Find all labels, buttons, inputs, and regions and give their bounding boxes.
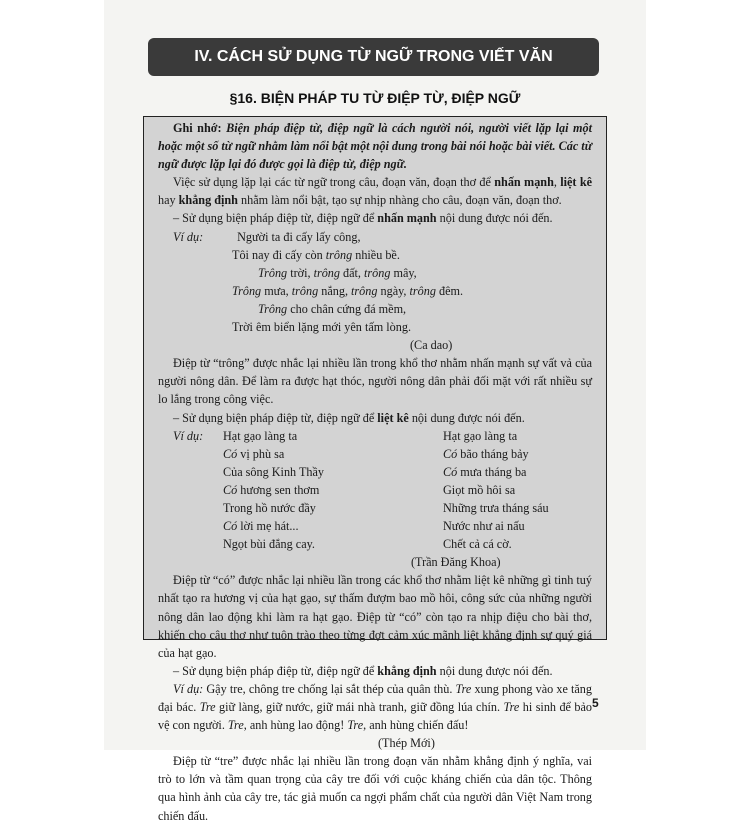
keyword-list: liệt kê [560, 175, 593, 190]
poem-line: Trong hồ nước đầy [223, 500, 316, 515]
poem-line: Tôi nay đi cấy còn trông nhiều bề. [232, 247, 400, 262]
keyword-affirm: khẳng định [178, 193, 238, 208]
content-box [143, 116, 607, 823]
intro-separator: , [553, 175, 561, 190]
poem-line: Người ta đi cấy lấy công, [237, 229, 361, 244]
bullet-affirm [158, 662, 592, 680]
poem-line: Trông trời, trông đất, trông mây, [258, 265, 417, 280]
poem-line: Ngọt bùi đắng cay. [223, 537, 315, 552]
poem-line: Hạt gạo làng ta [443, 428, 518, 443]
poem-line: Trời êm biển lặng mới yên tấm lòng. [232, 320, 411, 335]
bullet-emphasize [158, 209, 592, 227]
intro-text: nhằm làm nổi bật, tạo sự nhịp nhàng cho câu, đoạn văn, đoạn thơ. [237, 193, 562, 208]
explanation-paragraph: Điệp từ “trông” được nhắc lại nhiều lần trong khổ thơ nhằm nhấn mạnh sự vất vả của người nông dân. Để làm ra được hạt thóc, người nông dân phải đối mặt với rất nhiều sự lo lắng trong công việc. [158, 356, 592, 407]
section-title: §16. BIỆN PHÁP TU TỪ ĐIỆP TỪ, ĐIỆP NGỮ [229, 90, 521, 106]
poem-line: Chết cả cá cờ. [443, 537, 512, 552]
poem-line: Những trưa tháng sáu [443, 500, 549, 515]
poem-line: Có hương sen thơm [223, 482, 320, 497]
intro-text: Việc sử dụng lặp lại các từ ngữ trong câu, đoạn văn, đoạn thơ để [173, 175, 495, 190]
poem-line: Có mưa tháng ba [443, 464, 527, 479]
example-label: Ví dụ: [173, 428, 204, 443]
note-paragraph [158, 119, 592, 173]
poem-column-right [443, 427, 549, 554]
intro-paragraph [158, 173, 592, 209]
prose-example: Ví dụ: Gậy tre, chông tre chống lại sắt thép của quân thù. Tre xung phong vào xe tăng đại bác. Tre giữ làng, giữ nước, giữ mái nhà tranh, giữ đồng lúa chín. Tre hi sinh để bảo vệ con người. Tre, anh hùng lao động! Tre, anh hùng chiến đấu! [158, 681, 592, 733]
page-number: 5 [592, 696, 599, 710]
note-text: Biện pháp điệp từ, điệp ngữ là cách người nói, người viết lặp lại một hoặc một số từ ngữ nhằm làm nổi bật một nội dung trong bài nói hoặc bài viết. Các từ ngữ được lặp lại đó được gọi là điệp từ, điệp ngữ. [158, 121, 592, 172]
explanation-paragraph: Điệp từ “tre” được nhắc lại nhiều lần trong đoạn văn nhằm khẳng định ý nghĩa, vai trò to lớn và tầm quan trọng của cây tre đối với cuộc kháng chiến của dân tộc. Thông qua hình ảnh của cây tre, tác giả muốn ca ngợi phẩm chất của người dân Việt Nam trong chiến đấu. [158, 754, 592, 823]
poem-example-2 [158, 427, 592, 572]
bullet-text: nội dung được nói đến. [408, 410, 525, 425]
explanation-paragraph: Điệp từ “có” được nhắc lại nhiều lần trong các khổ thơ nhằm liệt kê những gì tinh tuý nhất tạo ra hương vị của hạt gạo, sự thấm đượm bao mồ hôi, công sức của những người nông dân lao động khi làm ra hạt gạo. Điệp từ “có” còn tạo ra nhịp điệu cho bài thơ, khiến cho câu thơ như tuôn trào theo từng đợt cảm xúc mãnh liệt khẳng định sự quý giá của hạt gạo. [158, 573, 592, 660]
bullet-text: – Sử dụng biện pháp điệp từ, điệp ngữ để [173, 410, 378, 425]
poem-column-left [223, 427, 443, 554]
prose-source: (Thép Mới) [378, 736, 435, 751]
poem-line: Có lời mẹ hát... [223, 519, 299, 534]
bullet-text: – Sử dụng biện pháp điệp từ, điệp ngữ để [173, 211, 378, 226]
poem-line: Giọt mồ hôi sa [443, 482, 516, 497]
intro-text: hay [158, 193, 179, 208]
poem-line: Hạt gạo làng ta [223, 428, 298, 443]
poem-source: (Ca dao) [410, 338, 453, 353]
example-label: Ví dụ: [173, 681, 204, 696]
poem-line: Của sông Kinh Thầy [223, 464, 324, 479]
chapter-heading: IV. CÁCH SỬ DỤNG TỪ NGỮ TRONG VIẾT VĂN [148, 38, 599, 76]
poem-line: Trông cho chân cứng đá mềm, [258, 301, 407, 316]
poem-line: Có vị phù sa [223, 446, 285, 461]
bullet-text: nội dung được nói đến. [436, 663, 553, 678]
bullet-list [158, 409, 592, 427]
poem-line: Nước như ai nấu [443, 519, 525, 534]
bullet-text: nội dung được nói đến. [436, 211, 553, 226]
poem-source: (Trần Đăng Khoa) [411, 555, 501, 570]
keyword-emphasize: nhấn mạnh [494, 175, 554, 190]
example-label: Ví dụ: [173, 229, 204, 244]
bullet-keyword: nhấn mạnh [377, 211, 437, 226]
poem-example-1 [158, 228, 592, 355]
bullet-text: – Sử dụng biện pháp điệp từ, điệp ngữ để [173, 663, 378, 678]
poem-line: Có bão tháng bảy [443, 446, 529, 461]
note-label: Ghi nhớ: [173, 121, 222, 135]
bullet-keyword: liệt kê [377, 410, 409, 425]
poem-line: Trông mưa, trông nắng, trông ngày, trông đêm. [232, 283, 464, 298]
bullet-keyword: khẳng định [377, 663, 437, 678]
